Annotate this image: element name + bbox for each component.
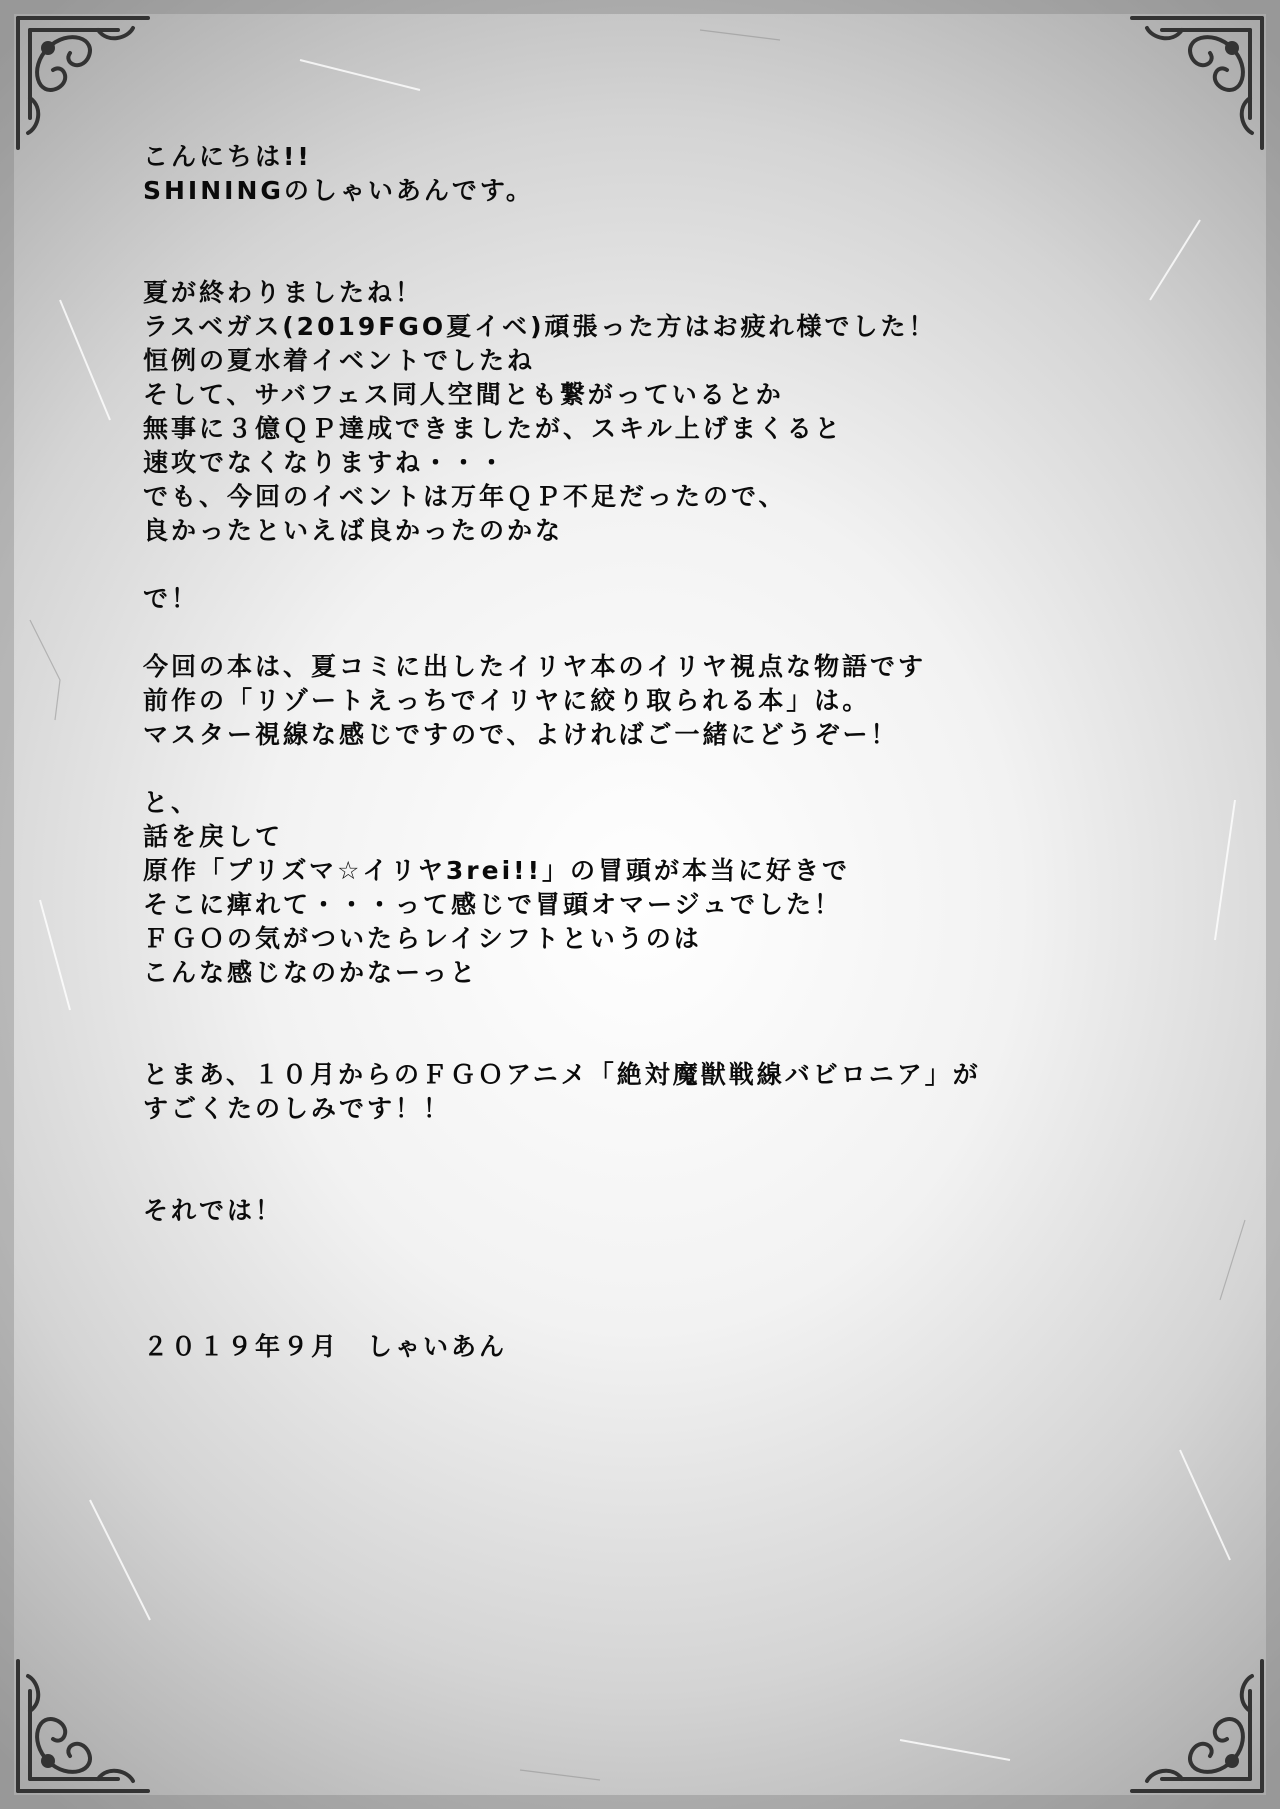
- origin-line: と、: [143, 788, 200, 817]
- origin-line: こんな感じなのかなーっと: [143, 958, 479, 987]
- afterword-letter: [143, 140, 1143, 1364]
- summer-line: でも、今回のイベントは万年ＱＰ不足だったので、: [143, 482, 787, 511]
- summer-line: 夏が終わりましたね！: [143, 278, 424, 307]
- summer-line: 恒例の夏水着イベントでしたね: [143, 346, 536, 375]
- summer-line: 速攻でなくなりますね・・・: [143, 448, 508, 477]
- summer-line: 良かったといえば良かったのかな: [143, 516, 564, 545]
- corner-ornament-bottom-left: [8, 1651, 158, 1801]
- anime-line: すごくたのしみです！！: [143, 1094, 452, 1123]
- anime-line: とまあ、１０月からのＦＧＯアニメ「絶対魔獣戦線バビロニア」が: [143, 1060, 981, 1089]
- origin-line: 原作「プリズマ☆イリヤ3rei!!」の冒頭が本当に好きで: [143, 856, 850, 885]
- greeting-line: SHININGのしゃいあんです。: [143, 176, 534, 205]
- summer-line: 無事に３億ＱＰ達成できましたが、スキル上げまくると: [143, 414, 843, 443]
- signature-line: ２０１９年９月 しゃいあん: [143, 1332, 508, 1361]
- origin-line: 話を戻して: [143, 822, 284, 851]
- greeting-line: こんにちは!!: [143, 142, 312, 171]
- corner-ornament-top-left: [8, 8, 158, 158]
- de-line: で！: [143, 584, 200, 613]
- corner-ornament-bottom-right: [1122, 1651, 1272, 1801]
- origin-line: そこに痺れて・・・って感じで冒頭オマージュでした！: [143, 890, 843, 919]
- book-line: マスター視線な感じですので、よければご一緒にどうぞー！: [143, 720, 899, 749]
- closing-line: それでは！: [143, 1196, 284, 1225]
- book-line: 前作の「リゾートえっちでイリヤに絞り取られる本」は。: [143, 686, 871, 715]
- summer-line: ラスベガス(2019FGO夏イベ)頑張った方はお疲れ様でした！: [143, 312, 937, 341]
- book-line: 今回の本は、夏コミに出したイリヤ本のイリヤ視点な物語です: [143, 652, 927, 681]
- corner-ornament-top-right: [1122, 8, 1272, 158]
- origin-line: ＦＧＯの気がついたらレイシフトというのは: [143, 924, 702, 953]
- summer-line: そして、サバフェス同人空間とも繋がっているとか: [143, 380, 784, 409]
